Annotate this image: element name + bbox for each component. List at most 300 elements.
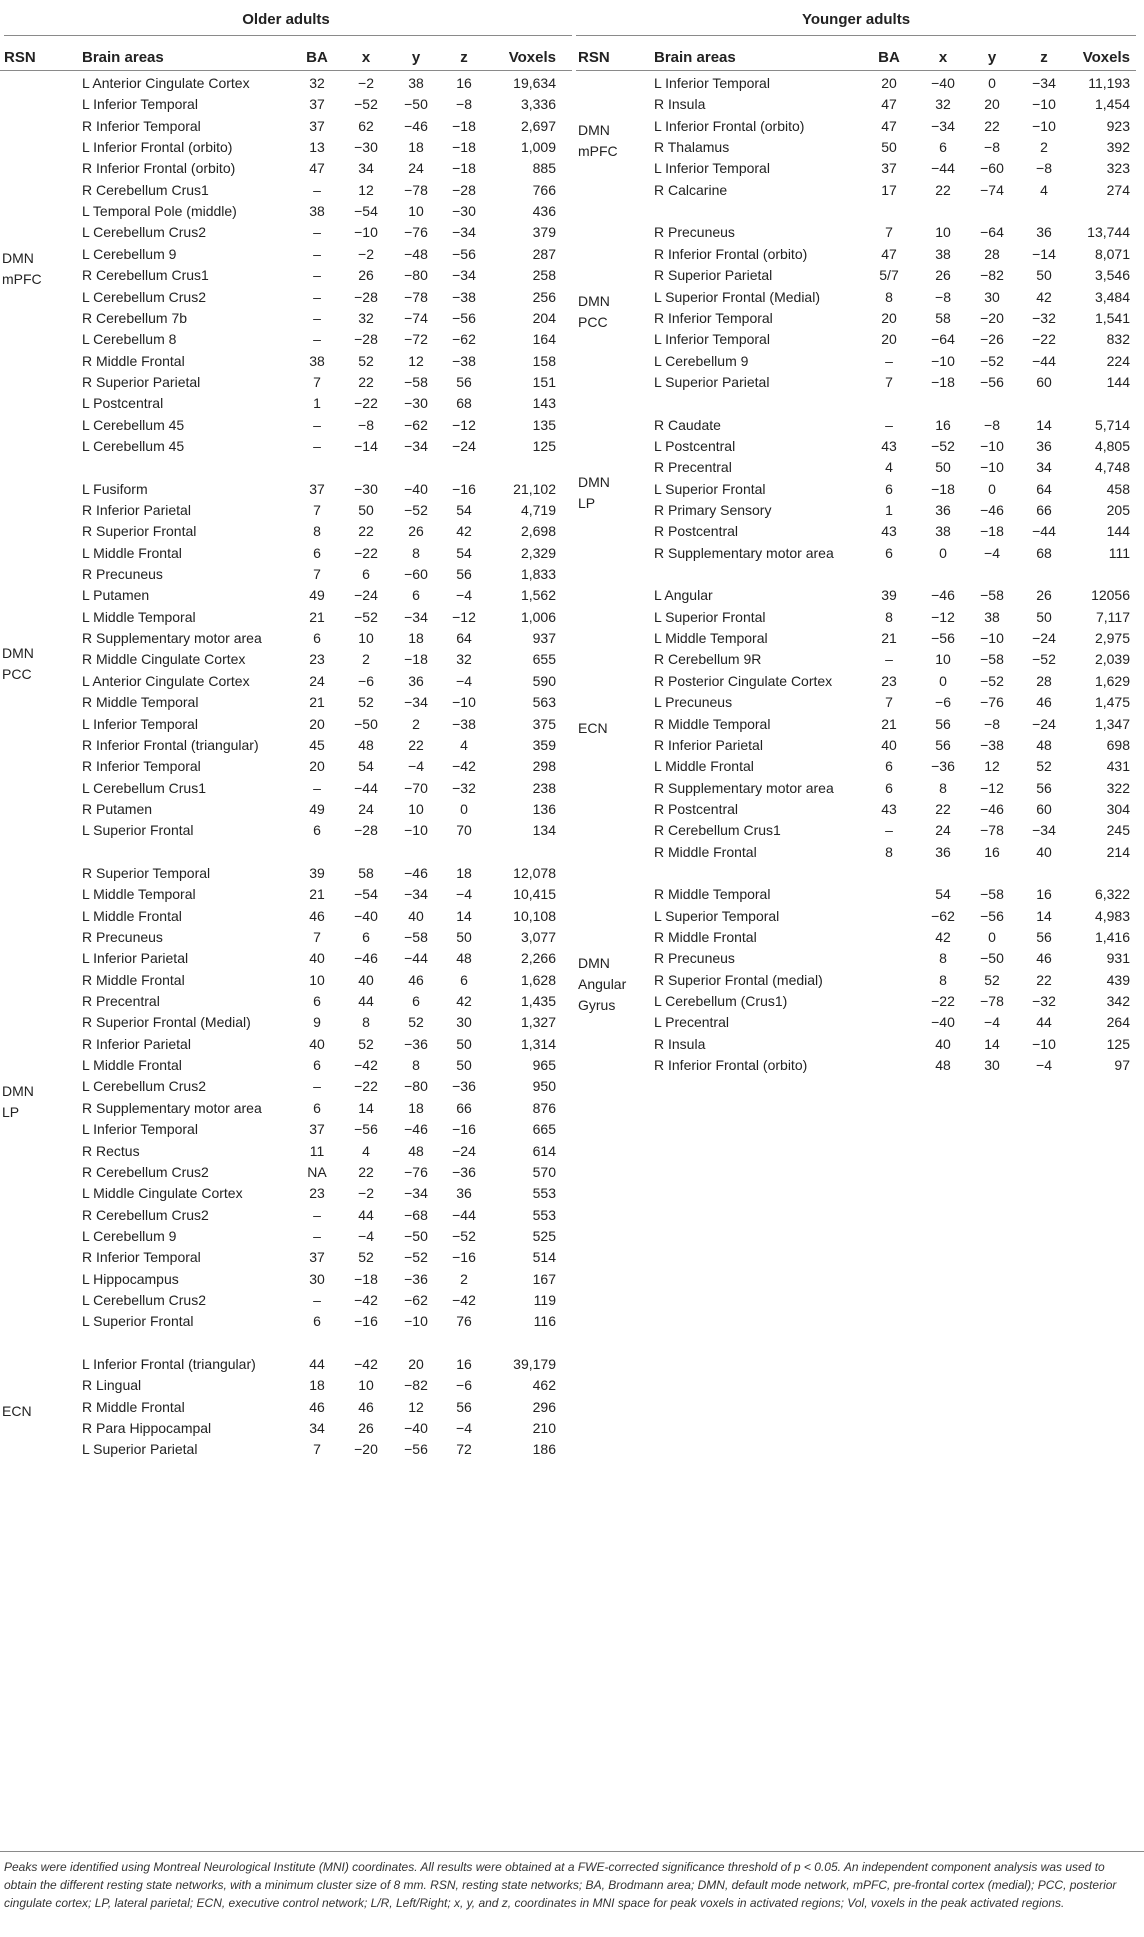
cell-voxels: 436	[532, 203, 556, 220]
cell-ba: 13	[309, 139, 325, 156]
table-row	[0, 244, 572, 266]
cell-ba: 37	[309, 96, 325, 113]
cell-y: −52	[980, 352, 1004, 369]
cell-area: R Inferior Temporal	[82, 1249, 201, 1266]
cell-area: R Inferior Temporal	[82, 758, 201, 775]
table-row	[576, 714, 1136, 736]
cell-ba: 34	[309, 1420, 325, 1437]
cell-x: −12	[931, 608, 955, 625]
cell-area: L Cerebellum 9	[82, 245, 177, 262]
cell-voxels: 1,628	[520, 971, 556, 988]
cell-area: L Superior Frontal	[654, 608, 766, 625]
table-row	[0, 415, 572, 437]
cell-z: 2	[1040, 139, 1048, 156]
cell-area: L Cerebellum Crus2	[82, 1291, 206, 1308]
cell-y: −56	[980, 373, 1004, 390]
cell-ba: 4	[885, 459, 893, 476]
cell-ba: 43	[881, 523, 897, 540]
cell-x: 22	[935, 181, 951, 198]
cell-y: 40	[408, 907, 424, 924]
cell-voxels: 7,117	[1096, 608, 1130, 625]
cell-z: −42	[452, 1291, 476, 1308]
cell-voxels: 2,698	[520, 523, 556, 540]
cell-ba: 6	[313, 822, 321, 839]
cell-area: R Middle Temporal	[654, 886, 771, 903]
cell-ba: 8	[885, 608, 893, 625]
cell-voxels: 1,009	[520, 139, 556, 156]
cell-area: R Cerebellum 7b	[82, 309, 188, 326]
cell-area: R Middle Temporal	[654, 715, 771, 732]
cell-y: −34	[404, 1185, 428, 1202]
cell-z: −10	[1032, 1035, 1056, 1052]
cell-x: 54	[935, 886, 951, 903]
cell-voxels: 134	[532, 822, 556, 839]
table-row	[576, 479, 1136, 501]
cell-z: 70	[456, 822, 472, 839]
cell-voxels: 2,039	[1094, 651, 1130, 668]
cell-z: 36	[1036, 224, 1052, 241]
cell-voxels: 298	[532, 758, 556, 775]
cell-x: 0	[939, 544, 947, 561]
cell-y: 14	[984, 1035, 1000, 1052]
cell-y: −34	[404, 886, 428, 903]
cell-z: 32	[456, 651, 472, 668]
cell-ba: 45	[309, 736, 325, 753]
rsn-label-line: Angular	[578, 975, 627, 992]
cell-z: −52	[1032, 651, 1056, 668]
cell-voxels: 950	[532, 1078, 556, 1095]
cell-z: −34	[452, 224, 476, 241]
table-row	[0, 1311, 572, 1333]
table-footnote: Peaks were identified using Montreal Neurological Institute (MNI) coordinates. All results were obtained at a FWE-corrected significance threshold of p < 0.05. An independent component analysis was used to obtain the different resting state networks, with a minimum cluster size of 8 mm. RSN, resting state networks; BA, Brodmann area; DMN, default mode network, mPFC, pre-frontal cortex (medial); PCC, posterior cingulate cortex; LP, lateral parietal; ECN, executive control network; L/R, Left/Right; x, y, and z, coordinates in MNI space for peak voxels in activated regions; Vol, voxels in the peak activated regions.	[4, 1860, 1117, 1910]
cell-y: −46	[404, 1121, 428, 1138]
cell-area: R Inferior Frontal (orbito)	[654, 1057, 808, 1074]
cell-area: L Fusiform	[82, 480, 148, 497]
cell-z: 50	[456, 1035, 472, 1052]
cell-ba: 37	[309, 1249, 325, 1266]
cell-area: L Angular	[654, 587, 713, 604]
table-row	[576, 351, 1136, 373]
table-row	[576, 372, 1136, 394]
older-adults-title: Older adults	[242, 11, 330, 28]
cell-area: R Precuneus	[82, 566, 163, 583]
table-row	[0, 180, 572, 202]
cell-y: −4	[984, 544, 1000, 561]
cell-voxels: 590	[532, 672, 556, 689]
cell-y: −36	[404, 1035, 428, 1052]
cell-area: L Cerebellum 45	[82, 437, 185, 454]
cell-ba: 21	[881, 715, 897, 732]
table-row	[576, 778, 1136, 800]
cell-ba: –	[313, 288, 321, 305]
cell-voxels: 116	[533, 1313, 556, 1330]
cell-voxels: 12056	[1091, 587, 1130, 604]
cell-y: 18	[408, 630, 424, 647]
cell-ba: –	[313, 224, 321, 241]
cell-y: 52	[984, 971, 1000, 988]
cell-x: −18	[931, 480, 955, 497]
cell-y: −8	[984, 715, 1000, 732]
cell-voxels: 876	[532, 1099, 556, 1116]
cell-area: L Superior Temporal	[654, 907, 780, 924]
cell-area: L Middle Temporal	[82, 608, 196, 625]
cell-y: −48	[404, 245, 428, 262]
cell-z: 34	[1036, 459, 1052, 476]
cell-ba: 7	[313, 502, 321, 518]
cell-x: −40	[931, 1014, 955, 1031]
cell-y: 10	[408, 800, 424, 817]
cell-y: 38	[408, 75, 424, 91]
cell-x: −4	[358, 1227, 374, 1244]
table-row	[576, 628, 1136, 650]
table-row	[576, 842, 1136, 864]
cell-voxels: 158	[532, 352, 556, 369]
cell-y: −20	[980, 309, 1004, 326]
cell-voxels: 553	[532, 1185, 556, 1202]
cell-x: 8	[939, 779, 947, 796]
cell-x: 48	[358, 736, 374, 753]
cell-y: −10	[980, 630, 1004, 647]
cell-z: −28	[452, 181, 476, 198]
cell-z: 16	[456, 75, 472, 91]
cell-z: 14	[1036, 907, 1052, 924]
cell-ba: 6	[313, 993, 321, 1010]
cell-area: L Superior Parietal	[82, 1441, 198, 1458]
cell-y: 16	[984, 843, 1000, 860]
cell-voxels: 204	[532, 309, 556, 326]
cell-x: −46	[354, 950, 378, 967]
cell-y: −68	[404, 1206, 428, 1223]
cell-y: −10	[980, 459, 1004, 476]
cell-x: 36	[935, 843, 951, 860]
cell-x: 54	[358, 758, 374, 775]
cell-voxels: 3,336	[520, 96, 556, 113]
cell-z: 30	[456, 1014, 472, 1031]
cell-y: −56	[404, 1441, 428, 1458]
cell-x: −16	[354, 1313, 378, 1330]
cell-voxels: 258	[532, 267, 556, 284]
table-row	[0, 991, 572, 1013]
cell-y: −78	[404, 181, 428, 198]
cell-voxels: 125	[1106, 1035, 1130, 1052]
cell-z: −24	[1032, 630, 1056, 647]
cell-z: 46	[1036, 694, 1052, 711]
cell-x: 48	[935, 1057, 951, 1074]
cell-y: 18	[408, 1099, 424, 1116]
table-row	[0, 393, 572, 415]
cell-voxels: 205	[1106, 502, 1130, 518]
rsn-label-line: DMN	[2, 250, 34, 267]
cell-area: L Cerebellum (Crus1)	[654, 993, 788, 1010]
cell-ba: 37	[881, 160, 897, 177]
cell-ba: 21	[309, 694, 325, 711]
cell-area: L Inferior Temporal	[654, 331, 770, 348]
cell-x: −8	[358, 416, 374, 433]
cell-x: −14	[354, 437, 378, 454]
cell-z: −62	[452, 331, 476, 348]
cell-area: L Inferior Temporal	[82, 96, 198, 113]
cell-area: R Postcentral	[654, 523, 739, 540]
cell-voxels: 3,077	[520, 929, 556, 945]
cell-y: −58	[980, 587, 1004, 604]
table-row	[0, 692, 572, 714]
cell-ba: 23	[309, 1185, 325, 1202]
col-brain-areas: Brain areas	[82, 49, 164, 66]
cell-y: −46	[404, 117, 428, 134]
cell-area: R Precuneus	[654, 950, 735, 967]
cell-voxels: 965	[532, 1057, 556, 1074]
cell-area: L Inferior Frontal (orbito)	[82, 139, 233, 156]
cell-voxels: 322	[1106, 779, 1130, 796]
cell-x: 62	[358, 117, 374, 134]
cell-area: R Middle Cingulate Cortex	[82, 651, 246, 668]
cell-y: −34	[404, 694, 428, 711]
cell-voxels: 245	[1106, 822, 1130, 839]
table-row	[576, 884, 1136, 906]
table-row	[576, 244, 1136, 266]
col-y: y	[411, 49, 421, 66]
cell-z: −38	[452, 352, 476, 369]
cell-x: 50	[358, 502, 374, 518]
cell-x: −64	[931, 331, 955, 348]
rsn-label-line: DMN	[2, 1082, 34, 1099]
cell-voxels: 563	[532, 694, 556, 711]
cell-y: −52	[404, 502, 428, 518]
cell-y: −26	[980, 331, 1004, 348]
cell-voxels: 342	[1106, 993, 1130, 1010]
cell-y: 0	[988, 75, 996, 91]
table-row	[576, 735, 1136, 757]
cell-z: 2	[460, 1270, 468, 1287]
cell-area: R Putamen	[82, 800, 153, 817]
cell-x: −18	[931, 373, 955, 390]
cell-ba: 6	[313, 1057, 321, 1074]
table-row	[576, 329, 1136, 351]
table-row	[0, 778, 572, 800]
cell-y: 20	[984, 96, 1000, 113]
cell-voxels: 375	[532, 715, 556, 732]
cell-voxels: 125	[532, 437, 556, 454]
cell-y: 36	[408, 672, 424, 689]
cell-voxels: 111	[1108, 544, 1130, 561]
cell-area: L Middle Frontal	[82, 544, 182, 561]
cell-z: −8	[456, 96, 472, 113]
cell-area: L Temporal Pole (middle)	[82, 203, 237, 220]
cell-voxels: 3,546	[1094, 267, 1130, 284]
cell-voxels: 210	[532, 1420, 556, 1437]
cell-y: 12	[408, 352, 424, 369]
cell-z: 36	[456, 1185, 472, 1202]
table-row	[0, 585, 572, 607]
cell-voxels: 144	[1106, 373, 1130, 390]
cell-ba: 43	[881, 800, 897, 817]
cell-x: 10	[935, 224, 951, 241]
cell-x: −52	[931, 437, 955, 454]
rsn-label-line: DMN	[2, 645, 34, 662]
table-row	[0, 948, 572, 970]
table-row	[0, 479, 572, 501]
cell-x: −30	[354, 139, 378, 156]
cell-x: −28	[354, 331, 378, 348]
col-voxels: Voxels	[508, 49, 556, 66]
cell-area: L Superior Frontal	[82, 1313, 194, 1330]
cell-voxels: 10,415	[513, 886, 556, 903]
cell-voxels: 119	[533, 1291, 556, 1308]
cell-area: L Cerebellum Crus2	[82, 1078, 206, 1095]
table-row	[0, 671, 572, 693]
col-ba: BA	[306, 49, 328, 66]
table-row	[576, 607, 1136, 629]
cell-z: 4	[1040, 181, 1048, 198]
cell-y: −76	[980, 694, 1004, 711]
cell-x: 4	[362, 1142, 370, 1159]
cell-area: R Cerebellum Crus1	[82, 181, 209, 198]
table-row	[0, 222, 572, 244]
table-row	[0, 884, 572, 906]
cell-z: 56	[456, 373, 472, 390]
cell-ba: 49	[309, 800, 325, 817]
cell-ba: 20	[881, 309, 897, 326]
table-row	[0, 799, 572, 821]
cell-voxels: 923	[1106, 117, 1130, 134]
cell-voxels: 1,006	[520, 608, 556, 625]
cell-z: 52	[1036, 758, 1052, 775]
cell-area: L Inferior Frontal (orbito)	[654, 117, 805, 134]
cell-z: 64	[1036, 480, 1052, 497]
cell-x: 2	[362, 651, 370, 668]
cell-voxels: 655	[532, 651, 556, 668]
cell-x: 50	[935, 459, 951, 476]
column-header-row	[576, 47, 1136, 67]
table-row	[0, 351, 572, 373]
cell-area: L Inferior Temporal	[82, 1121, 198, 1138]
cell-ba: 8	[885, 843, 893, 860]
table-row	[0, 970, 572, 992]
cell-z: −24	[452, 1142, 476, 1159]
cell-voxels: 214	[1106, 843, 1130, 860]
cell-voxels: 304	[1106, 800, 1130, 817]
cell-y: 0	[988, 929, 996, 945]
cell-ba: 7	[313, 1441, 321, 1458]
table-row	[0, 820, 572, 842]
rsn-label-line: DMN	[578, 954, 610, 971]
cell-area: L Postcentral	[82, 395, 164, 412]
cell-ba: –	[313, 416, 321, 433]
cell-x: 6	[939, 139, 947, 156]
table-row	[0, 1439, 572, 1461]
col-brain-areas: Brain areas	[654, 49, 736, 66]
cell-y: −10	[404, 822, 428, 839]
cell-ba: 43	[881, 437, 897, 454]
cell-x: −62	[931, 907, 955, 924]
cell-area: R Insula	[654, 96, 706, 113]
cell-voxels: 135	[532, 416, 556, 433]
cell-voxels: 6,322	[1094, 886, 1130, 903]
header-rule	[0, 70, 572, 71]
cell-y: −8	[984, 139, 1000, 156]
table-row	[0, 1098, 572, 1120]
cell-area: L Putamen	[82, 587, 150, 604]
cell-ba: 7	[885, 224, 893, 241]
table-row	[576, 991, 1136, 1013]
cell-ba: –	[885, 352, 893, 369]
cell-ba: 7	[313, 373, 321, 390]
cell-x: −2	[358, 1185, 374, 1202]
cell-ba: 40	[309, 950, 325, 967]
cell-x: 16	[935, 416, 951, 433]
rsn-label-line: mPFC	[2, 271, 42, 288]
table-row	[0, 906, 572, 928]
table-row	[576, 948, 1136, 970]
cell-voxels: 525	[532, 1227, 556, 1244]
cell-voxels: 238	[532, 779, 556, 796]
cell-voxels: 143	[532, 395, 556, 412]
cell-z: −36	[452, 1163, 476, 1180]
cell-voxels: 186	[532, 1441, 556, 1458]
cell-x: −20	[354, 1441, 378, 1458]
cell-voxels: 287	[532, 245, 556, 262]
cell-area: R Cerebellum Crus2	[82, 1206, 209, 1223]
cell-x: −6	[935, 694, 951, 711]
cell-z: 68	[1036, 544, 1052, 561]
cell-x: 12	[358, 181, 374, 198]
cell-x: 32	[358, 309, 374, 326]
cell-z: −34	[1032, 75, 1056, 91]
cell-voxels: 885	[532, 160, 556, 177]
cell-ba: 6	[313, 1099, 321, 1116]
cell-x: −52	[354, 96, 378, 113]
cell-voxels: 256	[532, 288, 556, 305]
cell-z: −32	[452, 779, 476, 796]
cell-z: −4	[456, 672, 472, 689]
cell-ba: 6	[313, 1313, 321, 1330]
cell-ba: 1	[313, 395, 321, 412]
cell-voxels: 3,484	[1094, 288, 1130, 305]
cell-x: 22	[935, 800, 951, 817]
cell-area: R Supplementary motor area	[654, 544, 834, 561]
cell-y: −82	[980, 267, 1004, 284]
cell-z: 66	[456, 1099, 472, 1116]
table-row	[576, 799, 1136, 821]
cell-area: R Superior Frontal (Medial)	[82, 1014, 251, 1031]
cell-voxels: 931	[1106, 950, 1130, 967]
cell-y: −76	[404, 1163, 428, 1180]
col-voxels: Voxels	[1082, 49, 1130, 66]
cell-z: 66	[1036, 502, 1052, 518]
cell-x: 6	[362, 929, 370, 945]
cell-voxels: 614	[532, 1142, 556, 1159]
cell-ba: 8	[313, 523, 321, 540]
table-row	[0, 1183, 572, 1205]
cell-voxels: 514	[532, 1249, 556, 1266]
cell-z: 72	[456, 1441, 472, 1458]
table-row	[0, 1397, 572, 1419]
cell-ba: 39	[881, 587, 897, 604]
cell-x: −10	[931, 352, 955, 369]
cell-y: −62	[404, 416, 428, 433]
cell-x: 38	[935, 245, 951, 262]
cell-ba: 24	[309, 672, 325, 689]
cell-z: 76	[456, 1313, 472, 1330]
cell-area: L Inferior Parietal	[82, 950, 189, 967]
cell-z: −16	[452, 1121, 476, 1138]
cell-x: −28	[354, 822, 378, 839]
cell-area: R Inferior Frontal (orbito)	[654, 245, 808, 262]
cell-area: R Middle Frontal	[82, 971, 185, 988]
cell-area: R Inferior Temporal	[82, 117, 201, 134]
cell-voxels: 1,629	[1094, 672, 1130, 689]
cell-x: 10	[935, 651, 951, 668]
